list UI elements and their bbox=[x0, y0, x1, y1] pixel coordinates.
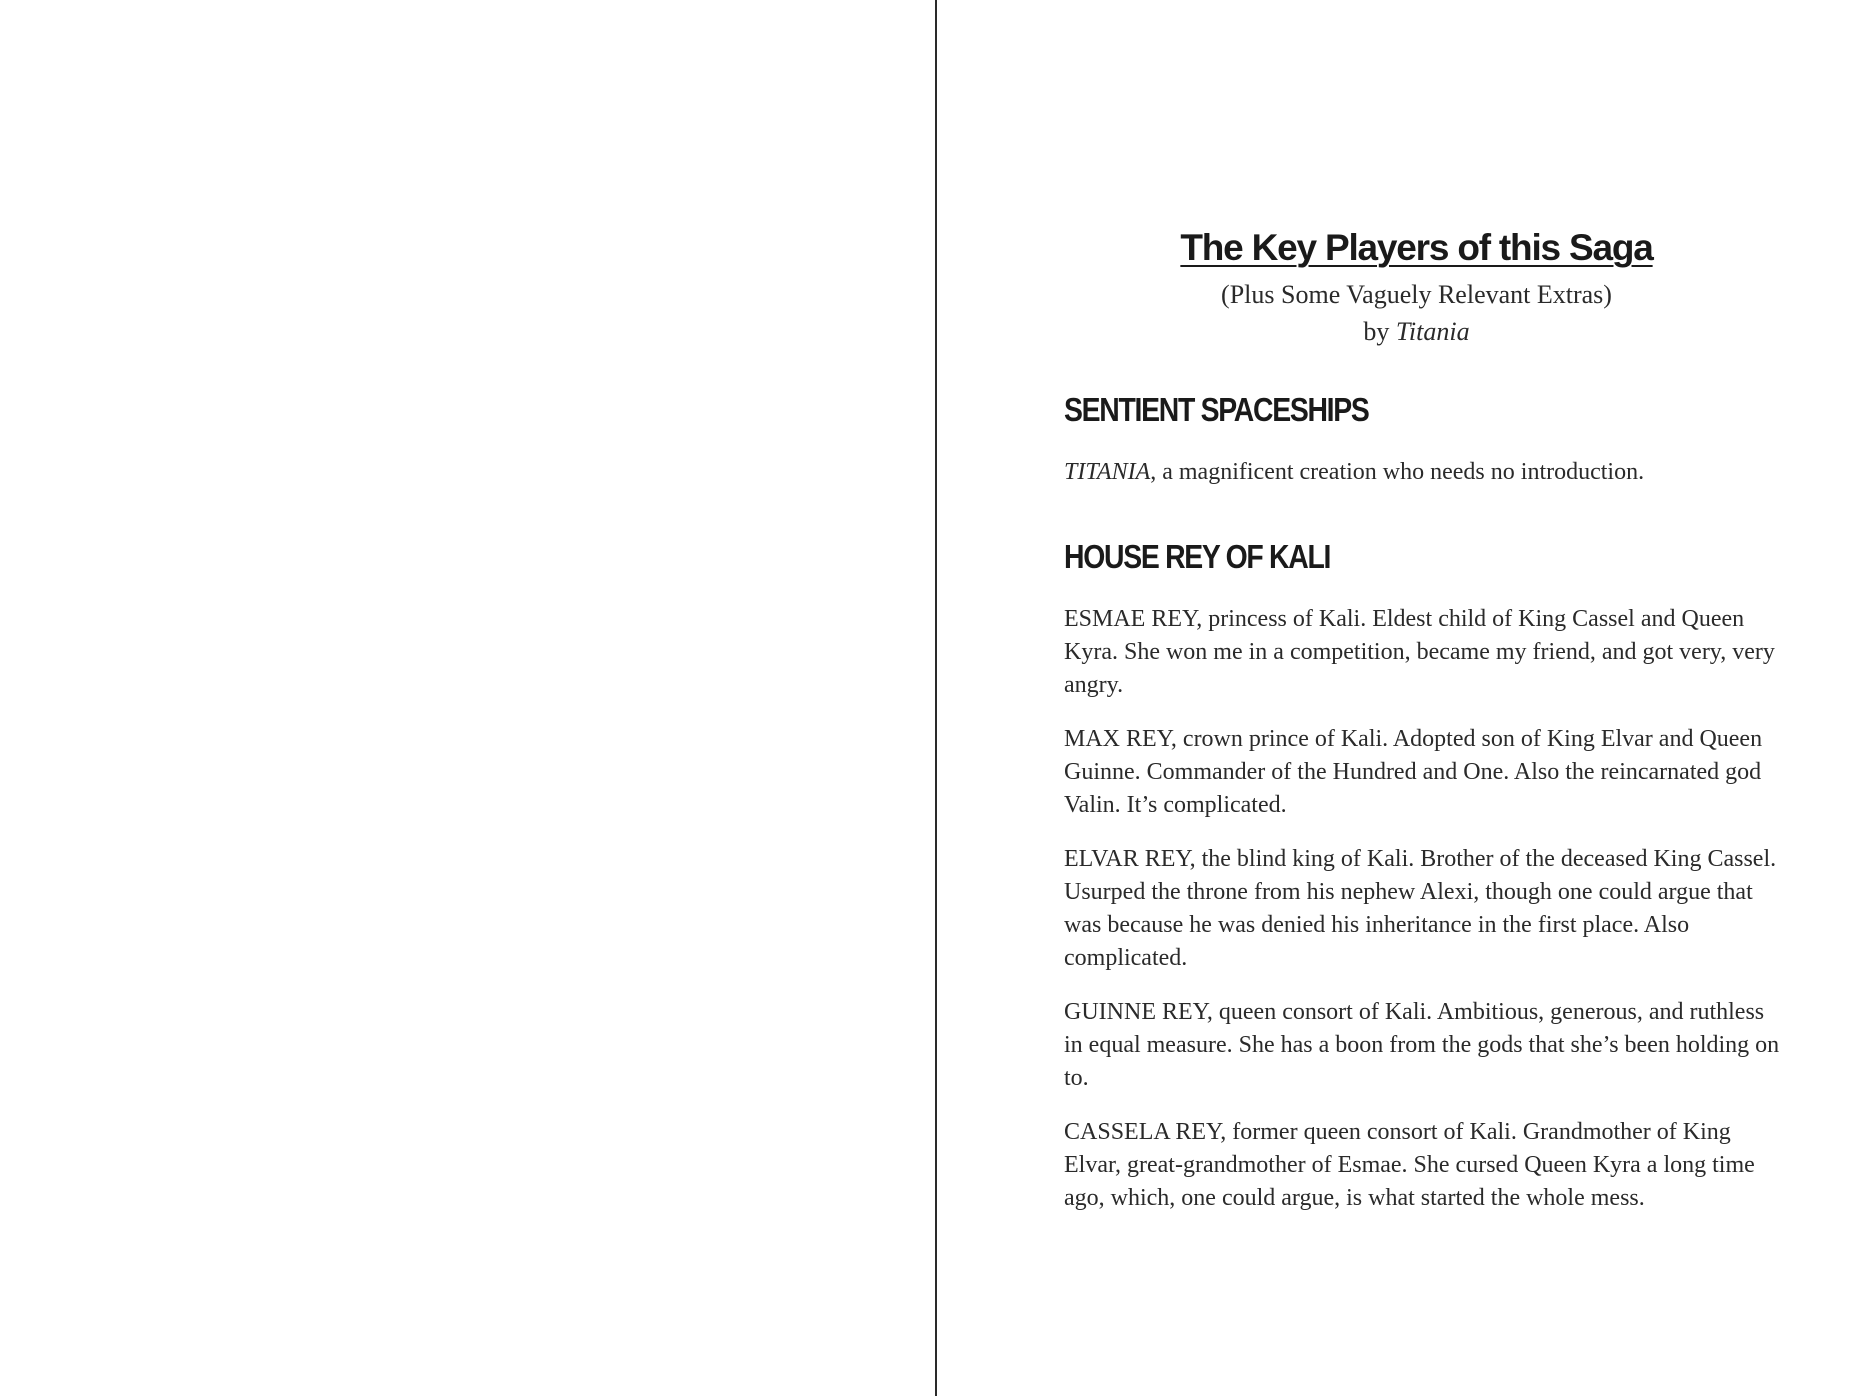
character-entry-elvar-rey: ELVAR REY, the blind king of Kali. Brother of the deceased King Cassel. Usurped the throne from his nephew Alexi, though one could argue that was because he was denied his inheritance in the first place. Also complicated. bbox=[1064, 846, 1777, 971]
byline-prefix: by bbox=[1363, 317, 1390, 346]
byline-author: Titania bbox=[1395, 317, 1470, 346]
character-entry-titania bbox=[1064, 456, 1784, 489]
character-entry-max-rey: MAX REY, crown prince of Kali. Adopted son of King Elvar and Queen Guinne. Commander of the Hundred and One. Also the reincarnated god Valin. It’s complicated. bbox=[1064, 726, 1763, 818]
section-heading-house-rey-of-kali: HOUSE REY OF KALI bbox=[1064, 538, 1331, 575]
right-page bbox=[937, 0, 1862, 1396]
character-entry-cassela-rey: CASSELA REY, former queen consort of Kali. Grandmother of King Elvar, great-grandmother of Esmae. She cursed Queen Kyra a long time ago, which, one could argue, is what started the whole mess. bbox=[1064, 1119, 1755, 1211]
byline bbox=[1064, 314, 1769, 350]
page-content bbox=[1064, 222, 1784, 1215]
section-heading-sentient-spaceships: SENTIENT SPACESHIPS bbox=[1064, 391, 1369, 428]
character-name: TITANIA bbox=[1064, 459, 1151, 485]
title-block bbox=[1064, 222, 1769, 350]
page-title: The Key Players of this Saga bbox=[1180, 227, 1653, 268]
character-entry-guinne-rey: GUINNE REY, queen consort of Kali. Ambitious, generous, and ruthless in equal measure. She has a boon from the gods that she’s been holding on to. bbox=[1064, 999, 1780, 1091]
character-description: , a magnificent creation who needs no introduction. bbox=[1150, 459, 1645, 485]
character-entry-esmae-rey: ESMAE REY, princess of Kali. Eldest child of King Cassel and Queen Kyra. She won me in a competition, became my friend, and got very, very angry. bbox=[1064, 606, 1775, 698]
page-subtitle: (Plus Some Vaguely Relevant Extras) bbox=[1221, 280, 1612, 309]
